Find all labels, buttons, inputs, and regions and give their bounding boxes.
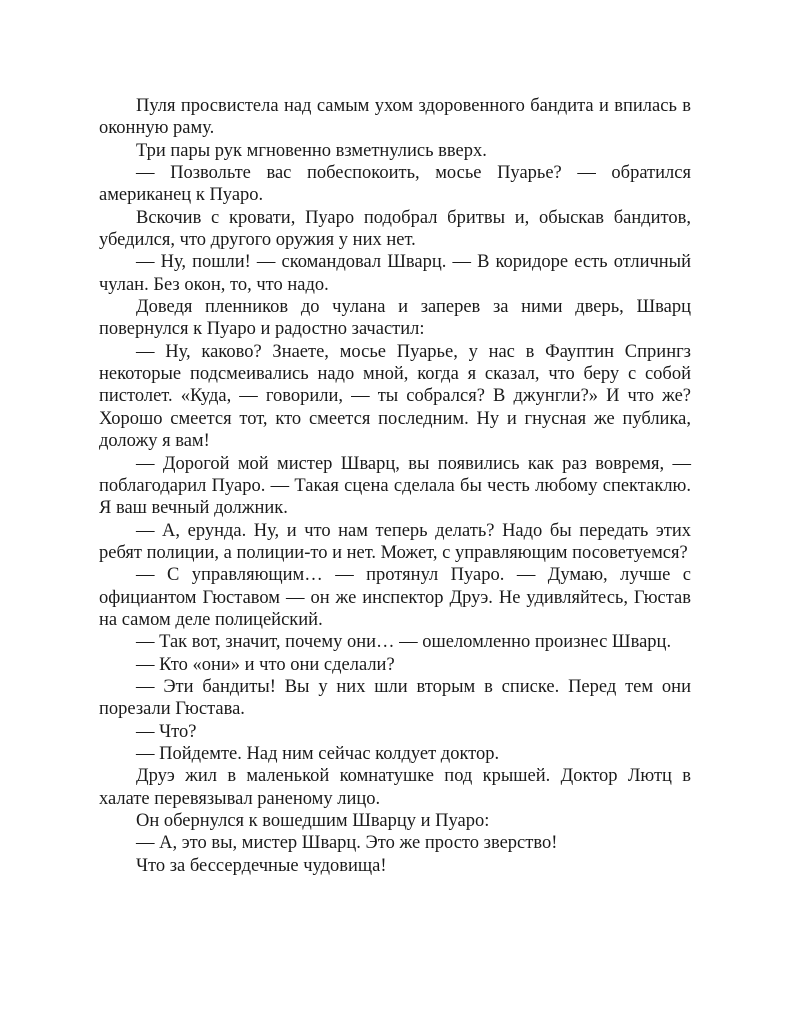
paragraph: — Эти бандиты! Вы у них шли вторым в списке. Перед тем они порезали Гюстава. <box>99 676 691 720</box>
paragraph: — Ну, пошли! — скомандовал Шварц. — В коридоре есть отличный чулан. Без окон, то, что надо. <box>99 252 691 295</box>
paragraph: — Так вот, значит, почему они… — ошеломленно произнес Шварц. <box>136 632 672 653</box>
paragraph: — Пойдемте. Над ним сейчас колдует доктор. <box>136 743 500 764</box>
paragraph: — Позвольте вас побеспокоить, мосье Пуарье? — обратился американец к Пуаро. <box>99 163 691 206</box>
paragraph: — А, ерунда. Ну, и что нам теперь делать? Надо бы передать этих ребят полиции, а полиции-то и нет. Может, с управляющим посоветуемся? <box>99 520 691 563</box>
paragraph: Доведя пленников до чулана и заперев за ними дверь, Шварц повернулся к Пуаро и радостно зачастил: <box>99 297 691 340</box>
paragraph: — Ну, каково? Знаете, мосье Пуарье, у нас в Фауптин Спрингз некоторые подсмеивались надо мной, когда я сказал, что беру с собой пистолет. «Куда, — говорили, — ты собрался? В джунгли?» И что же? Хорошо смеется тот, кто смеется последним. Ну и гнусная же публика, доложу я вам! <box>99 341 691 452</box>
paragraph: — Кто «они» и что они сделали? <box>136 654 395 675</box>
paragraph: Друэ жил в маленькой комнатушке под крышей. Доктор Лютц в халате перевязывал раненому лицо. <box>99 766 691 809</box>
paragraph: Вскочив с кровати, Пуаро подобрал бритвы и, обыскав бандитов, убедился, что другого оружия у них нет. <box>99 207 691 251</box>
paragraph: Три пары рук мгновенно взметнулись вверх. <box>136 140 487 161</box>
paragraph: — Что? <box>136 721 197 742</box>
paragraph: Что за бессердечные чудовища! <box>136 855 387 876</box>
paragraph: Он обернулся к вошедшим Шварцу и Пуаро: <box>136 811 490 831</box>
paragraph: Пуля просвистела над самым ухом здоровенного бандита и впилась в оконную раму. <box>99 96 691 139</box>
book-page <box>99 95 691 877</box>
paragraph: — А, это вы, мистер Шварц. Это же просто зверство! <box>136 833 558 854</box>
paragraph: — Дорогой мой мистер Шварц, вы появились как раз вовремя, — поблагодарил Пуаро. — Такая сцена сделала бы честь любому спектаклю. Я ваш вечный должник. <box>99 453 691 519</box>
paragraph: — С управляющим… — протянул Пуаро. — Думаю, лучше с официантом Гюставом — он же инспектор Друэ. Не удивляйтесь, Гюстав на самом деле полицейский. <box>99 565 691 630</box>
